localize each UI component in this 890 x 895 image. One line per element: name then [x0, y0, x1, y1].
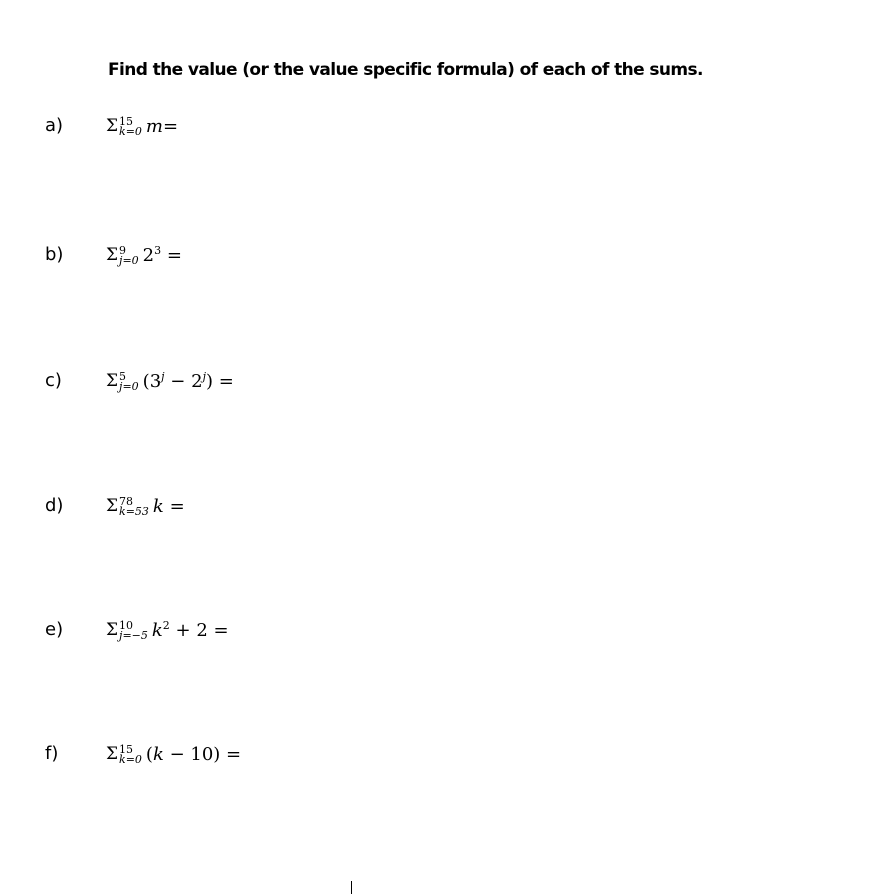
lower-limit: j=−5	[119, 629, 148, 642]
sum-expression	[106, 113, 178, 139]
text-cursor	[351, 881, 352, 894]
upper-limit: 15	[119, 115, 134, 128]
summand: m=	[145, 115, 179, 137]
problem-label: c)	[45, 370, 62, 391]
summand: $2^3$ =	[142, 243, 182, 266]
upper-limit: 5	[119, 370, 127, 383]
summand: (k − 10) =	[145, 743, 242, 765]
summand: $k^2 + 2$ =	[151, 618, 229, 641]
upper-limit: 10	[119, 619, 134, 632]
problem-label: b)	[45, 244, 64, 265]
sigma-symbol: Σ	[106, 495, 119, 516]
lower-limit: k=53	[119, 505, 149, 518]
sigma-symbol: Σ	[106, 244, 119, 265]
sigma-symbol: Σ	[106, 619, 119, 640]
problem-label: a)	[45, 115, 64, 136]
sum-limits	[119, 745, 142, 765]
sum-expression	[106, 617, 229, 643]
upper-limit: 9	[119, 244, 127, 257]
summand: $(3^j - 2^j)$ =	[142, 369, 234, 392]
lower-limit: k=0	[119, 125, 142, 138]
problem-row	[0, 493, 890, 533]
problem-label: d)	[45, 495, 64, 516]
sum-limits	[119, 497, 149, 517]
upper-limit: 15	[119, 743, 134, 756]
problem-row	[0, 617, 890, 657]
sum-expression	[106, 493, 185, 519]
sum-expression	[106, 242, 182, 268]
problem-label: e)	[45, 619, 64, 640]
sum-limits	[119, 117, 142, 137]
problem-row	[0, 741, 890, 781]
lower-limit: j=0	[119, 380, 139, 393]
upper-limit: 78	[119, 495, 134, 508]
instruction-text: Find the value (or the value specific formula) of each of the sums.	[108, 60, 703, 80]
problem-row	[0, 242, 890, 282]
problem-row	[0, 113, 890, 153]
problem-row	[0, 368, 890, 408]
sum-expression	[106, 368, 234, 394]
sigma-symbol: Σ	[106, 743, 119, 764]
summand: k =	[152, 495, 185, 517]
sum-limits	[119, 372, 139, 392]
sum-limits	[119, 621, 148, 641]
lower-limit: j=0	[119, 254, 139, 267]
sigma-symbol: Σ	[106, 370, 119, 391]
sum-limits	[119, 246, 139, 266]
sigma-symbol: Σ	[106, 115, 119, 136]
lower-limit: k=0	[119, 753, 142, 766]
sum-expression	[106, 741, 241, 767]
problem-label: f)	[45, 743, 59, 764]
